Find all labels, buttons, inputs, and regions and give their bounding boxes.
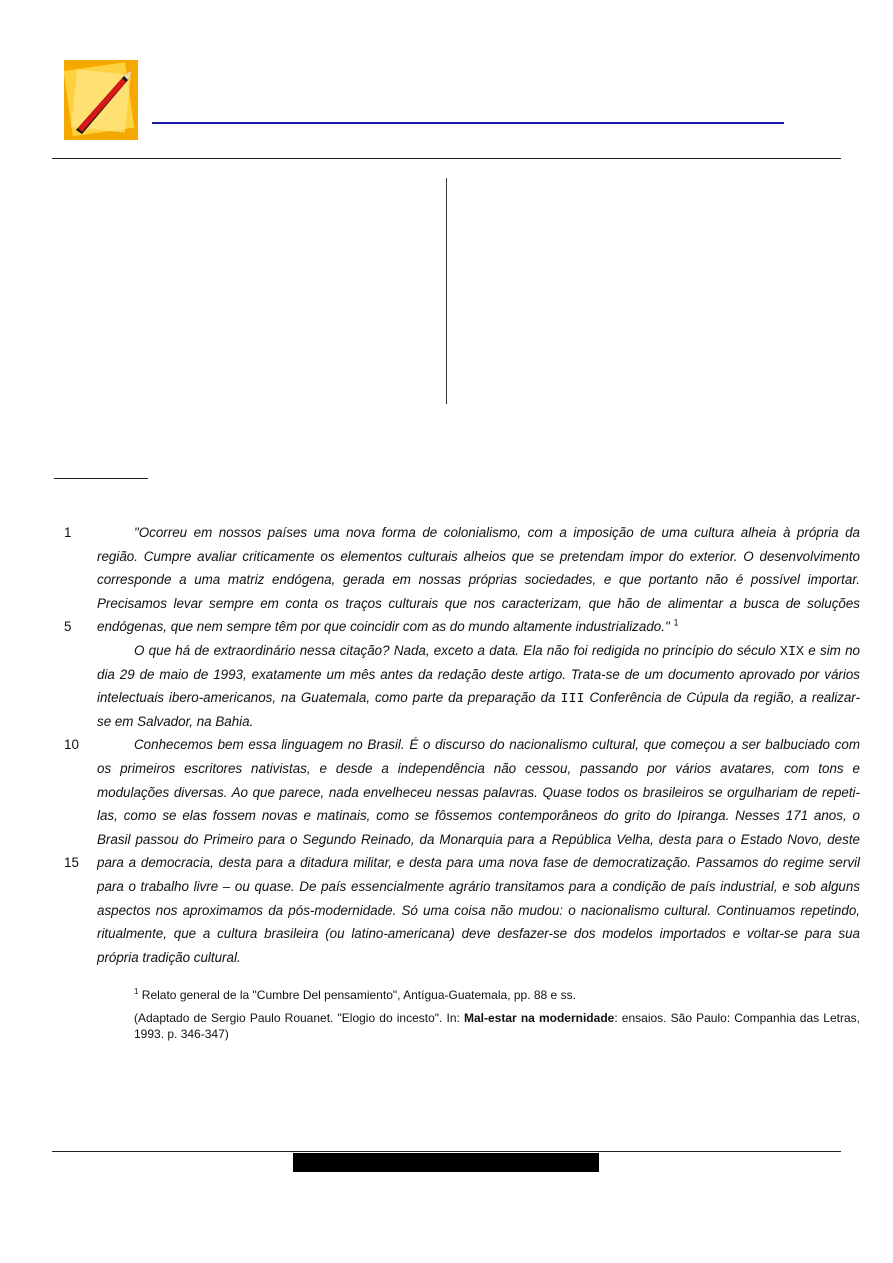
line-text: se em Salvador, na Bahia. — [97, 713, 254, 729]
text-line — [52, 733, 860, 757]
text-line — [52, 899, 860, 923]
text-line — [52, 757, 860, 781]
line-text: O que há de extraordinário nessa citação? Nada, exceto a data. Ela não foi redigida no princípio do século XIX e sim no — [134, 642, 860, 660]
footnote-mark: 1 — [134, 987, 139, 996]
text-line — [52, 828, 860, 852]
text-line — [52, 710, 860, 734]
text-line — [52, 781, 860, 805]
header-line — [152, 122, 784, 124]
line-text: aspectos nos aproximamos da pós-modernidade. Só uma coisa não mudou: o nacionalismo cultural. Continuamos repetindo, — [97, 902, 860, 918]
line-text: intelectuais ibero-americanos, na Guatemala, como parte da preparação da III Conferência de Cúpula da região, a realizar- — [97, 690, 860, 708]
text-line — [52, 521, 860, 545]
text-line — [52, 804, 860, 828]
line-number: 5 — [64, 619, 72, 635]
line-text: Brasil passou do Primeiro para o Segundo Reinado, da Monarquia para a República Velha, desta para o Estado Novo, deste — [97, 831, 860, 847]
footer-rule — [52, 1151, 841, 1152]
text-line — [52, 615, 860, 639]
text-line — [52, 568, 860, 592]
header-rule — [52, 158, 841, 159]
line-text: Conhecemos bem essa linguagem no Brasil. É o discurso do nacionalismo cultural, que começou a ser balbuciado com — [134, 737, 860, 753]
line-number: 15 — [64, 855, 79, 871]
logo-icon — [64, 60, 138, 140]
ordinal-numeral: III — [560, 692, 585, 708]
short-rule — [54, 478, 148, 479]
text-line — [52, 686, 860, 710]
line-text: dia 29 de maio de 1993, exatamente um mês antes da redação deste artigo. Trata-se de um documento aprovado por vários — [97, 666, 860, 682]
text-line — [52, 946, 860, 970]
line-text: ritualmente, que a cultura brasileira (ou latino-americana) deve desfazer-se dos modelos importados e voltar-se para sua — [97, 926, 860, 942]
text-line — [52, 592, 860, 616]
line-text: para o trabalho livre – ou quase. De país essencialmente agrário transitamos para a condição de país industrial, e sob alguns — [97, 878, 860, 894]
line-text: para a democracia, desta para a ditadura militar, e desta para uma nova fase de democratização. Passamos do regime servil — [97, 855, 860, 871]
footnote-text: Relato general de la "Cumbre Del pensamiento", Antígua-Guatemala, pp. 88 e ss. — [141, 988, 576, 1002]
line-text: Precisamos levar sempre em conta os traços culturais que nos caracterizam, que hão de alimentar a busca de soluções — [97, 595, 860, 611]
century-numeral: XIX — [779, 644, 805, 660]
text-line — [52, 875, 860, 899]
line-text: "Ocorreu em nossos países uma nova forma de colonialismo, com a imposição de uma cultura alheia à própria da — [134, 525, 860, 540]
line-text: las, como se elas fossem novas e matinais, como se fôssemos contemporâneos do grito do Ipiranga. Nesses 171 anos, o — [97, 808, 860, 824]
text-line — [52, 663, 860, 687]
line-number: 10 — [64, 737, 79, 753]
footnote-mark: 1 — [673, 617, 679, 628]
line-text: região. Cumpre avaliar criticamente os elementos culturais alheios que se pretendam impor do exterior. O desenvolvimento — [97, 548, 860, 564]
source-citation: (Adaptado de Sergio Paulo Rouanet. "Elogio do incesto". In: Mal-estar na modernidade: ensaios. São Paulo: Companhia das Letras, 1993. p. 346-347) — [134, 1011, 860, 1041]
footer-bar — [293, 1153, 599, 1172]
text-line — [52, 851, 860, 875]
article-text — [52, 521, 860, 969]
line-text: corresponde a uma matriz endógena, gerada em nossas próprias sociedades, e que portanto não é possível importar. — [97, 572, 860, 588]
line-text: os primeiros escritores nativistas, e desde a independência não cessou, passando por vários avatares, com tons e — [97, 760, 860, 776]
line-text: própria tradição cultural. — [97, 949, 241, 965]
text-line — [52, 545, 860, 569]
line-text: endógenas, que nem sempre têm por que coincidir com as do mundo altamente industrializado." $^1$ — [97, 617, 679, 635]
line-text: modulações diversas. Ao que parece, nada envelheceu nessas palavras. Quase todos os brasileiros se orgulhariam de repeti- — [97, 784, 860, 800]
text-line — [52, 639, 860, 663]
book-title: Mal-estar na modernidade — [464, 1011, 615, 1025]
column-divider — [446, 178, 447, 404]
footnote — [134, 986, 860, 1004]
text-line — [52, 922, 860, 946]
line-number: 1 — [64, 525, 72, 540]
